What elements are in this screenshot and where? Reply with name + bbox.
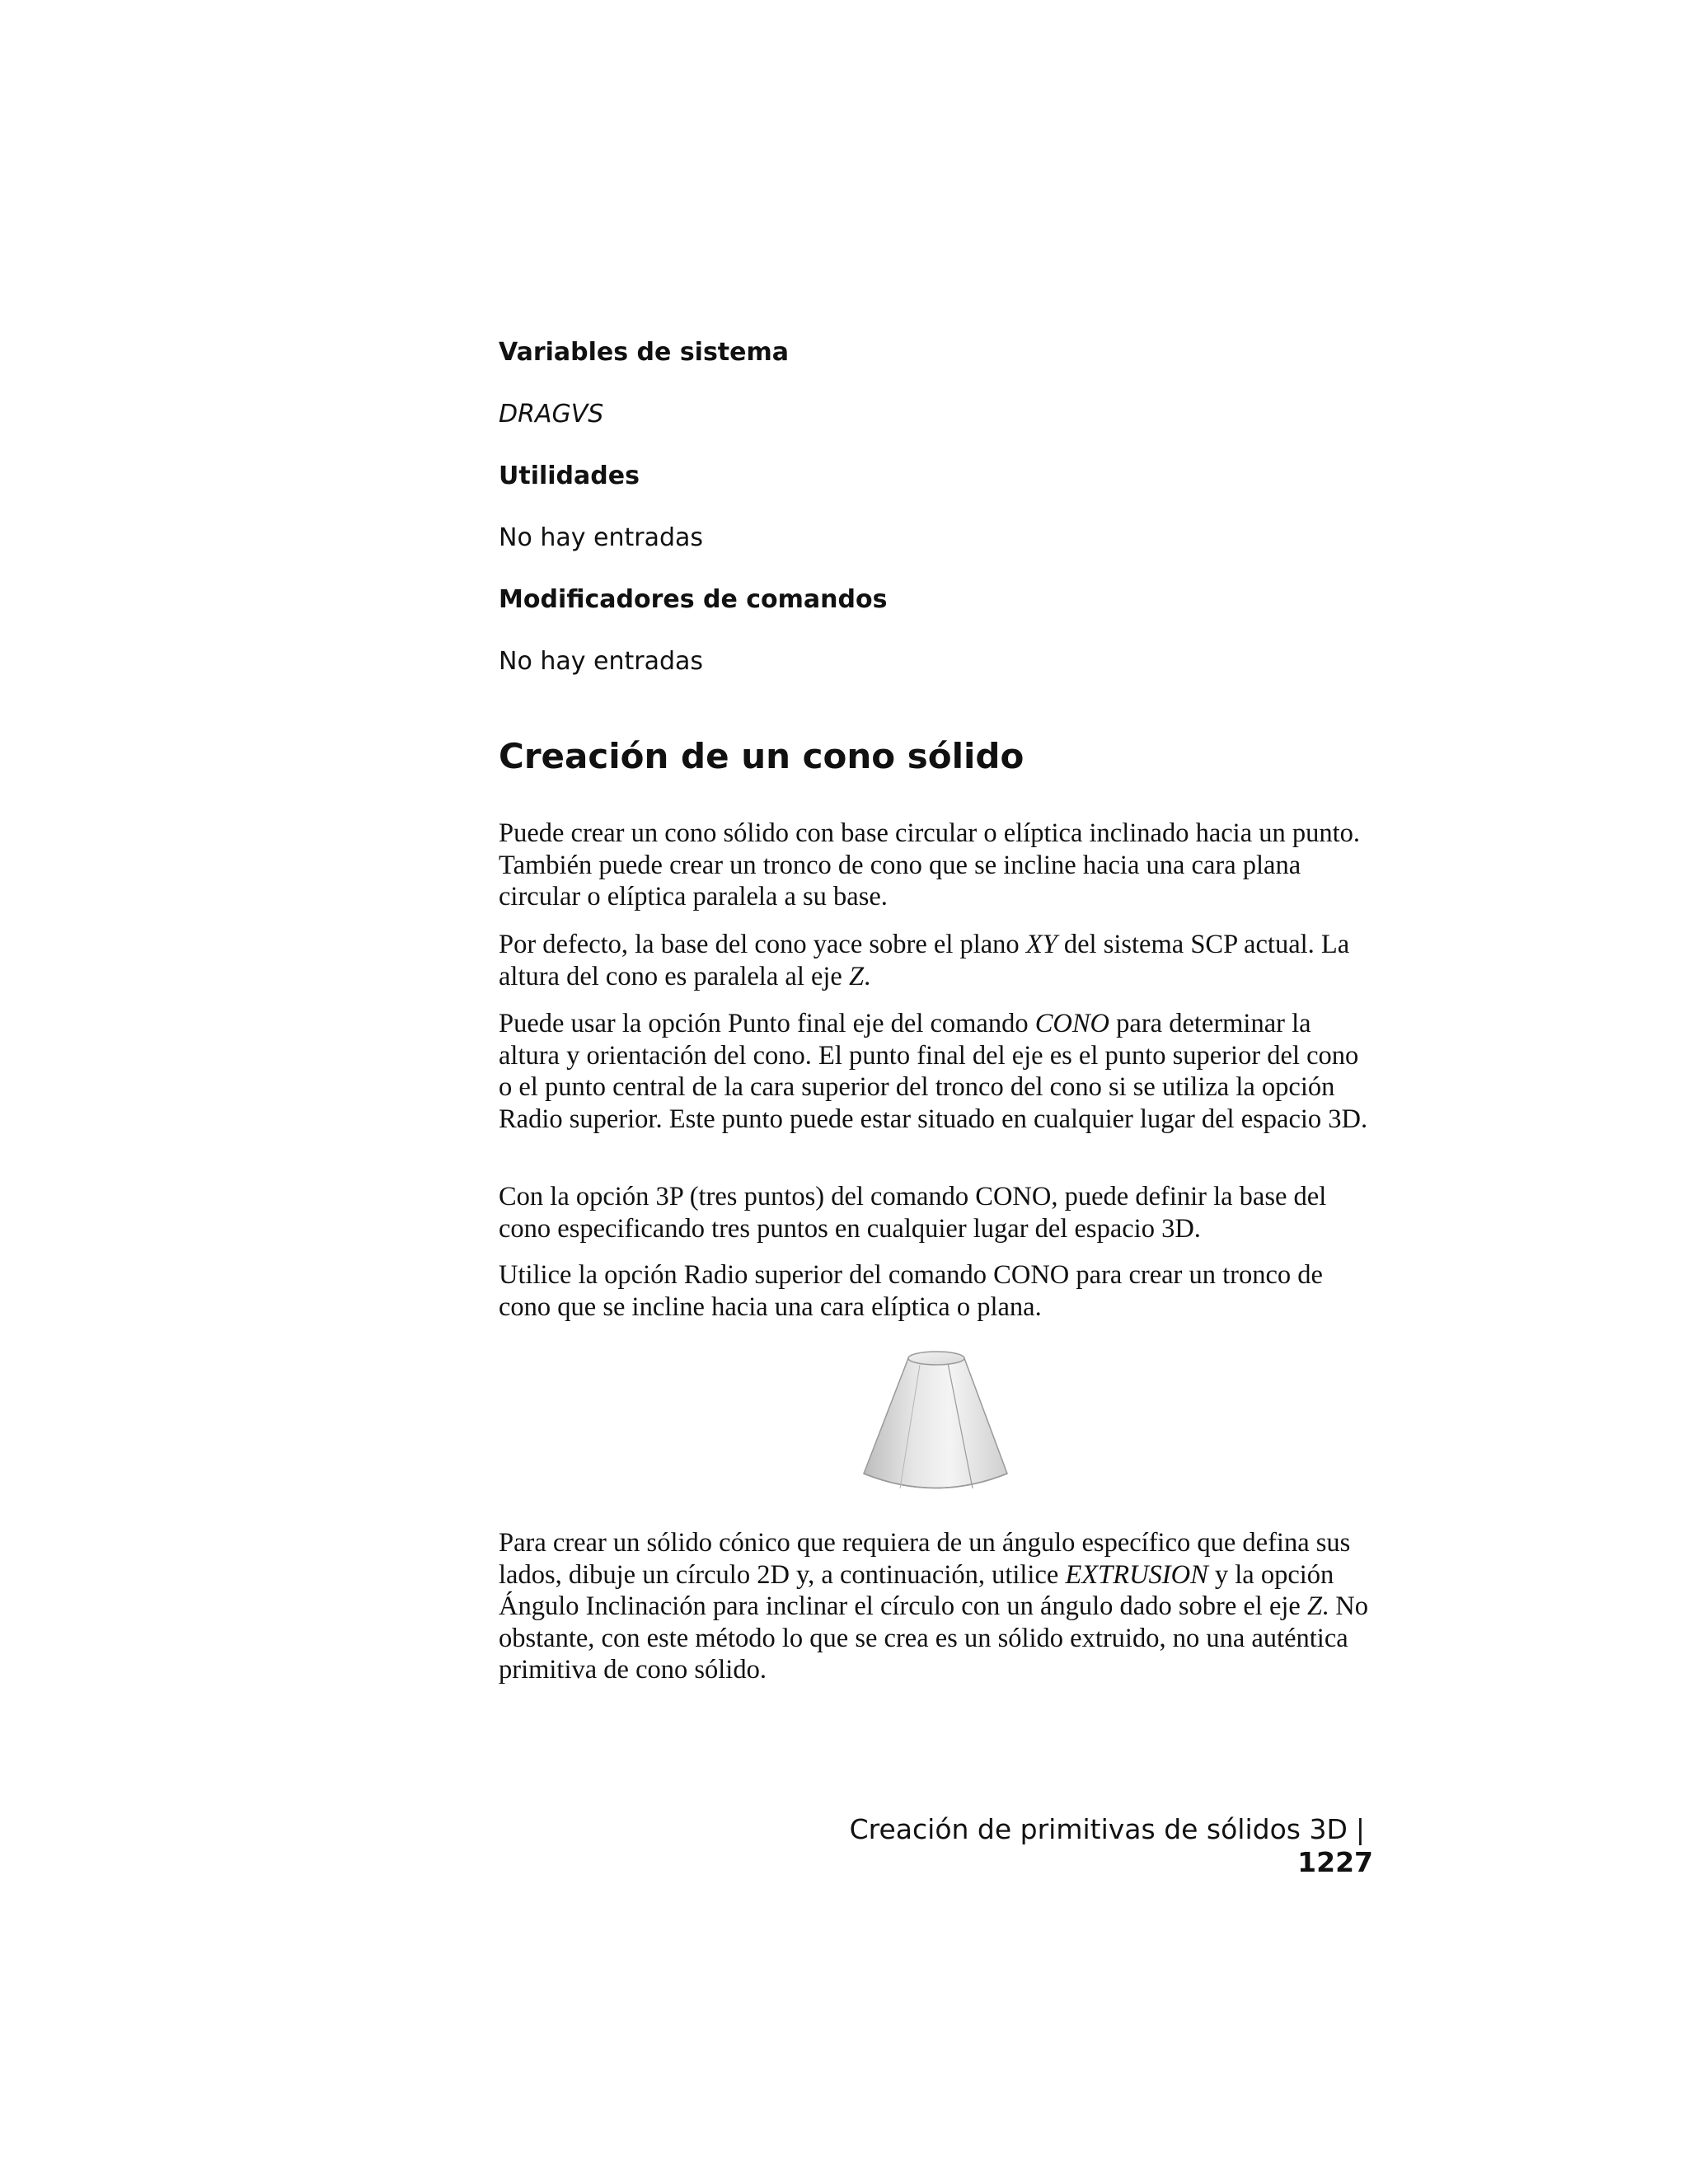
paragraph-6 [499, 1527, 1372, 1686]
paragraph-1-row [499, 818, 1372, 913]
paragraph-3-cono: CONO [1034, 1009, 1110, 1038]
system-variables-section [499, 338, 1372, 368]
paragraph-4: Con la opción 3P (tres puntos) del comando CONO, puede definir la base del cono especificando tres puntos en cualquier lugar del espacio 3D. [499, 1182, 1327, 1244]
paragraph-4-row [499, 1181, 1372, 1244]
truncated-cone-figure [857, 1342, 1014, 1498]
paragraph-2 [499, 929, 1372, 992]
command-modifiers-section [499, 585, 1372, 615]
utilities-value: No hay entradas [499, 523, 704, 552]
paragraph-3-row [499, 1008, 1372, 1135]
cone-illustration [857, 1342, 1014, 1498]
system-variables-heading: Variables de sistema [499, 338, 790, 367]
paragraph-2-text-c: . [864, 961, 871, 991]
utilities-value-row [499, 523, 1372, 553]
paragraph-6-text-b: y la opción Ángulo Inclinación para inclinar el círculo con un ángulo dado sobre el eje [499, 1559, 1334, 1621]
page-footer [829, 1813, 1373, 1879]
command-modifiers-value: No hay entradas [499, 647, 704, 676]
system-variable-dragvs: DRAGVS [499, 400, 604, 429]
section-title: Creación de un cono sólido [499, 736, 1025, 776]
paragraph-5-row [499, 1259, 1372, 1323]
paragraph-6-text-a: Para crear un sólido cónico que requiera de un ángulo específico que defina sus lados, dibuje un círculo 2D y, a continuación, utilice [499, 1528, 1351, 1590]
command-modifiers-heading: Modificadores de comandos [499, 585, 888, 614]
command-modifiers-value-row [499, 647, 1372, 677]
footer-chapter-title: Creación de primitivas de sólidos 3D [849, 1813, 1348, 1845]
paragraph-2-text-a: Por defecto, la base del cono yace sobre el plano [499, 930, 1026, 959]
page-number: 1227 [1297, 1846, 1373, 1878]
utilities-heading: Utilidades [499, 462, 640, 490]
paragraph-3-text-b: para determinar la altura y orientación del cono. El punto final del eje es el punto superior del cono o el punto central de la cara superior del tronco del cono si se utiliza la opción Radio superior. Este punto puede estar situado en cualquier lugar del espacio 3D. [499, 1009, 1368, 1134]
paragraph-2-xy: XY [1025, 930, 1057, 959]
paragraph-2-row [499, 929, 1372, 992]
utilities-section [499, 462, 1372, 491]
paragraph-2-text-b: del sistema SCP actual. La altura del cono es paralela al eje [499, 930, 1350, 991]
section-title-row [499, 736, 1372, 777]
paragraph-6-row [499, 1527, 1372, 1686]
paragraph-3 [499, 1008, 1372, 1135]
paragraph-6-z: Z [1306, 1591, 1323, 1621]
paragraph-6-text-c: . No obstante, con este método lo que se crea es un sólido extruido, no una auténtica primitiva de cono sólido. [499, 1591, 1369, 1685]
paragraph-1: Puede crear un cono sólido con base circular o elíptica inclinado hacia un punto. También puede crear un tronco de cono que se incline hacia una cara plana circular o elíptica paralela a su base. [499, 818, 1361, 912]
system-variables-value-row [499, 400, 1372, 429]
paragraph-6-extrusion: EXTRUSION [1065, 1559, 1208, 1590]
footer-separator: | [1355, 1813, 1365, 1845]
paragraph-3-text-a: Puede usar la opción Punto final eje del comando [499, 1009, 1035, 1038]
paragraph-2-z: Z [848, 961, 865, 991]
paragraph-5: Utilice la opción Radio superior del comando CONO para crear un tronco de cono que se incline hacia una cara elíptica o plana. [499, 1260, 1323, 1322]
